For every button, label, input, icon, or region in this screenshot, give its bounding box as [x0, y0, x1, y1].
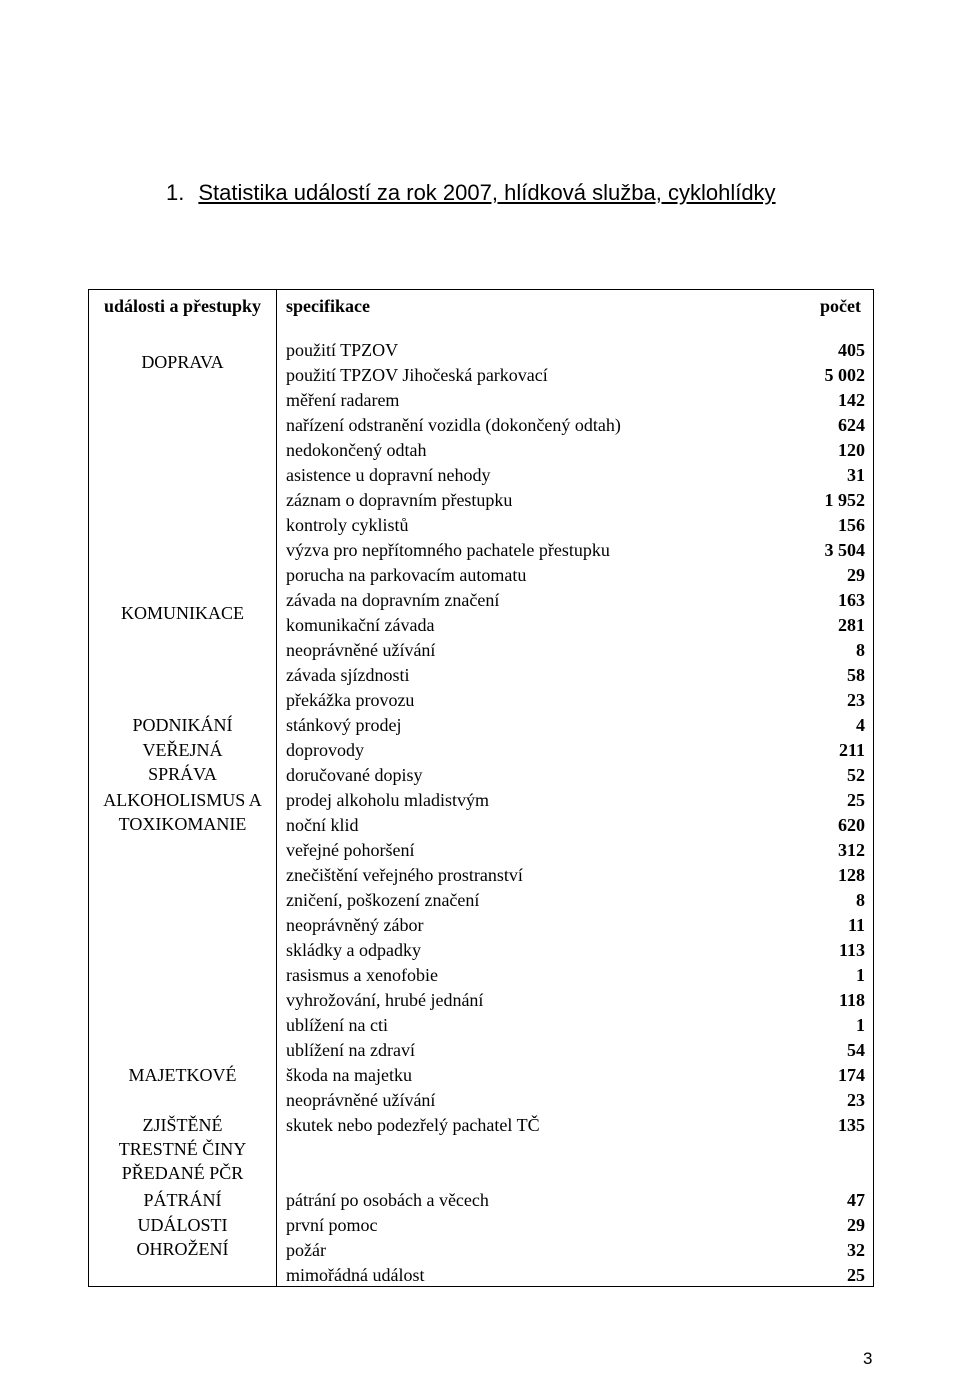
row-count: 5 002	[824, 365, 865, 385]
header-count: počet	[820, 296, 861, 316]
row-specification: neoprávněný zábor	[286, 915, 424, 935]
row-count: 281	[838, 615, 865, 635]
table-row	[89, 563, 873, 588]
table-body	[89, 338, 873, 1288]
row-count: 31	[847, 465, 865, 485]
row-count: 25	[847, 1265, 865, 1285]
row-specification: použití TPZOV	[286, 340, 399, 360]
row-specification: rasismus a xenofobie	[286, 965, 438, 985]
row-count: 4	[856, 715, 865, 735]
row-count: 624	[838, 415, 865, 435]
row-count: 1	[856, 1015, 865, 1035]
row-count: 142	[838, 390, 865, 410]
heading-title: Statistika událostí za rok 2007, hlídková služba, cyklohlídky	[198, 180, 776, 205]
table-row	[89, 863, 873, 888]
row-specification: skutek nebo podezřelý pachatel TČ	[286, 1115, 540, 1135]
row-count: 3 504	[824, 540, 865, 560]
row-count: 120	[838, 440, 865, 460]
table-row	[89, 813, 873, 838]
row-specification: škoda na majetku	[286, 1065, 412, 1085]
table-row	[89, 738, 873, 763]
row-count: 163	[838, 590, 865, 610]
row-specification: vyhrožování, hrubé jednání	[286, 990, 484, 1010]
row-specification: měření radarem	[286, 390, 400, 410]
row-count: 23	[847, 1090, 865, 1110]
row-specification: noční klid	[286, 815, 359, 835]
row-count: 8	[856, 640, 865, 660]
row-count: 29	[847, 1215, 865, 1235]
row-specification: ublížení na cti	[286, 1015, 388, 1035]
table-row	[89, 963, 873, 988]
category-podnikani: PODNIKÁNÍ	[132, 715, 233, 735]
table-row	[89, 888, 873, 913]
row-specification: překážka provozu	[286, 690, 415, 710]
table-row	[89, 1263, 873, 1288]
table-row	[89, 1213, 873, 1238]
row-specification: závada sjízdnosti	[286, 665, 410, 685]
category-doprava: DOPRAVA	[141, 352, 224, 372]
table-row	[89, 438, 873, 463]
row-specification: kontroly cyklistů	[286, 515, 409, 535]
row-count: 174	[838, 1065, 865, 1085]
row-count: 29	[847, 565, 865, 585]
row-specification: první pomoc	[286, 1215, 378, 1235]
row-specification: veřejné pohoršení	[286, 840, 415, 860]
header-category: události a přestupky	[103, 296, 262, 316]
table-row	[89, 1238, 873, 1263]
row-count: 312	[838, 840, 865, 860]
row-specification: prodej alkoholu mladistvým	[286, 790, 489, 810]
table-row	[89, 713, 873, 738]
row-specification: komunikační závada	[286, 615, 435, 635]
row-specification: použití TPZOV Jihočeská parkovací	[286, 365, 548, 385]
table-row	[89, 1113, 873, 1138]
row-specification: výzva pro nepřítomného pachatele přestupku	[286, 540, 610, 560]
row-specification: porucha na parkovacím automatu	[286, 565, 527, 585]
statistics-table	[88, 289, 874, 1287]
row-specification: nedokončený odtah	[286, 440, 427, 460]
row-specification: zničení, poškození značení	[286, 890, 480, 910]
category-patrani: PÁTRÁNÍ	[143, 1190, 222, 1210]
page-number: 3	[863, 1349, 873, 1368]
row-specification: záznam o dopravním přestupku	[286, 490, 513, 510]
row-specification: závada na dopravním značení	[286, 590, 500, 610]
row-specification: mimořádná událost	[286, 1265, 425, 1285]
table-row	[89, 588, 873, 613]
row-count: 11	[847, 915, 865, 935]
row-count: 54	[847, 1040, 865, 1060]
table-row	[89, 413, 873, 438]
table-row	[89, 388, 873, 413]
table-row	[89, 338, 873, 363]
table-row	[89, 538, 873, 563]
table-row	[89, 763, 873, 788]
row-count: 620	[838, 815, 865, 835]
row-specification: znečištění veřejného prostranství	[286, 865, 523, 885]
table-row	[89, 1063, 873, 1088]
header-specification: specifikace	[286, 296, 370, 316]
table-row	[89, 613, 873, 638]
table-row	[89, 638, 873, 663]
row-count: 1	[856, 965, 865, 985]
table-row	[89, 838, 873, 863]
row-count: 32	[847, 1240, 865, 1260]
table-row	[89, 1188, 873, 1213]
table-row	[89, 1088, 873, 1113]
row-specification: doručované dopisy	[286, 765, 423, 785]
row-specification: skládky a odpadky	[286, 940, 421, 960]
heading-number: 1.	[166, 180, 185, 205]
section-heading	[166, 180, 776, 206]
row-specification: pátrání po osobách a věcech	[286, 1190, 489, 1210]
category-komunikace: KOMUNIKACE	[121, 603, 244, 623]
row-count: 156	[838, 515, 865, 535]
category-trestne-ciny: ZJIŠTĚNÉ TRESTNÉ ČINY PŘEDANÉ PČR	[118, 1115, 247, 1183]
row-count: 405	[838, 340, 865, 360]
row-count: 113	[838, 940, 865, 960]
row-count: 52	[847, 765, 865, 785]
row-specification: asistence u dopravní nehody	[286, 465, 491, 485]
row-count: 135	[838, 1115, 865, 1135]
row-specification: nařízení odstranění vozidla (dokončený odtah)	[286, 415, 621, 435]
table-row	[89, 988, 873, 1013]
row-specification: požár	[286, 1240, 326, 1260]
table-row	[89, 363, 873, 388]
row-specification: neoprávněné užívání	[286, 640, 436, 660]
row-specification: neoprávněné užívání	[286, 1090, 436, 1110]
category-udalosti-ohrozeni: UDÁLOSTI OHROŽENÍ	[136, 1215, 229, 1259]
category-verejna-sprava: VEŘEJNÁ SPRÁVA	[142, 740, 223, 784]
category-majetkove: MAJETKOVÉ	[128, 1065, 237, 1085]
row-specification: ublížení na zdraví	[286, 1040, 415, 1060]
row-specification: doprovody	[286, 740, 364, 760]
table-row	[89, 1163, 873, 1188]
category-alkoholismus: ALKOHOLISMUS A TOXIKOMANIE	[103, 790, 262, 834]
table-row	[89, 463, 873, 488]
table-row	[89, 788, 873, 813]
table-row	[89, 1038, 873, 1063]
table-row	[89, 1138, 873, 1163]
table-row	[89, 688, 873, 713]
row-count: 8	[856, 890, 865, 910]
table-row	[89, 1013, 873, 1038]
table-row	[89, 488, 873, 513]
row-count: 23	[847, 690, 865, 710]
table-row	[89, 663, 873, 688]
table-row	[89, 513, 873, 538]
row-count: 128	[838, 865, 865, 885]
row-count: 58	[847, 665, 865, 685]
table-row	[89, 913, 873, 938]
row-count: 47	[847, 1190, 865, 1210]
table-row	[89, 938, 873, 963]
row-specification: stánkový prodej	[286, 715, 402, 735]
row-count: 118	[838, 990, 865, 1010]
row-count: 1 952	[824, 490, 865, 510]
row-count: 25	[847, 790, 865, 810]
row-count: 211	[838, 740, 865, 760]
